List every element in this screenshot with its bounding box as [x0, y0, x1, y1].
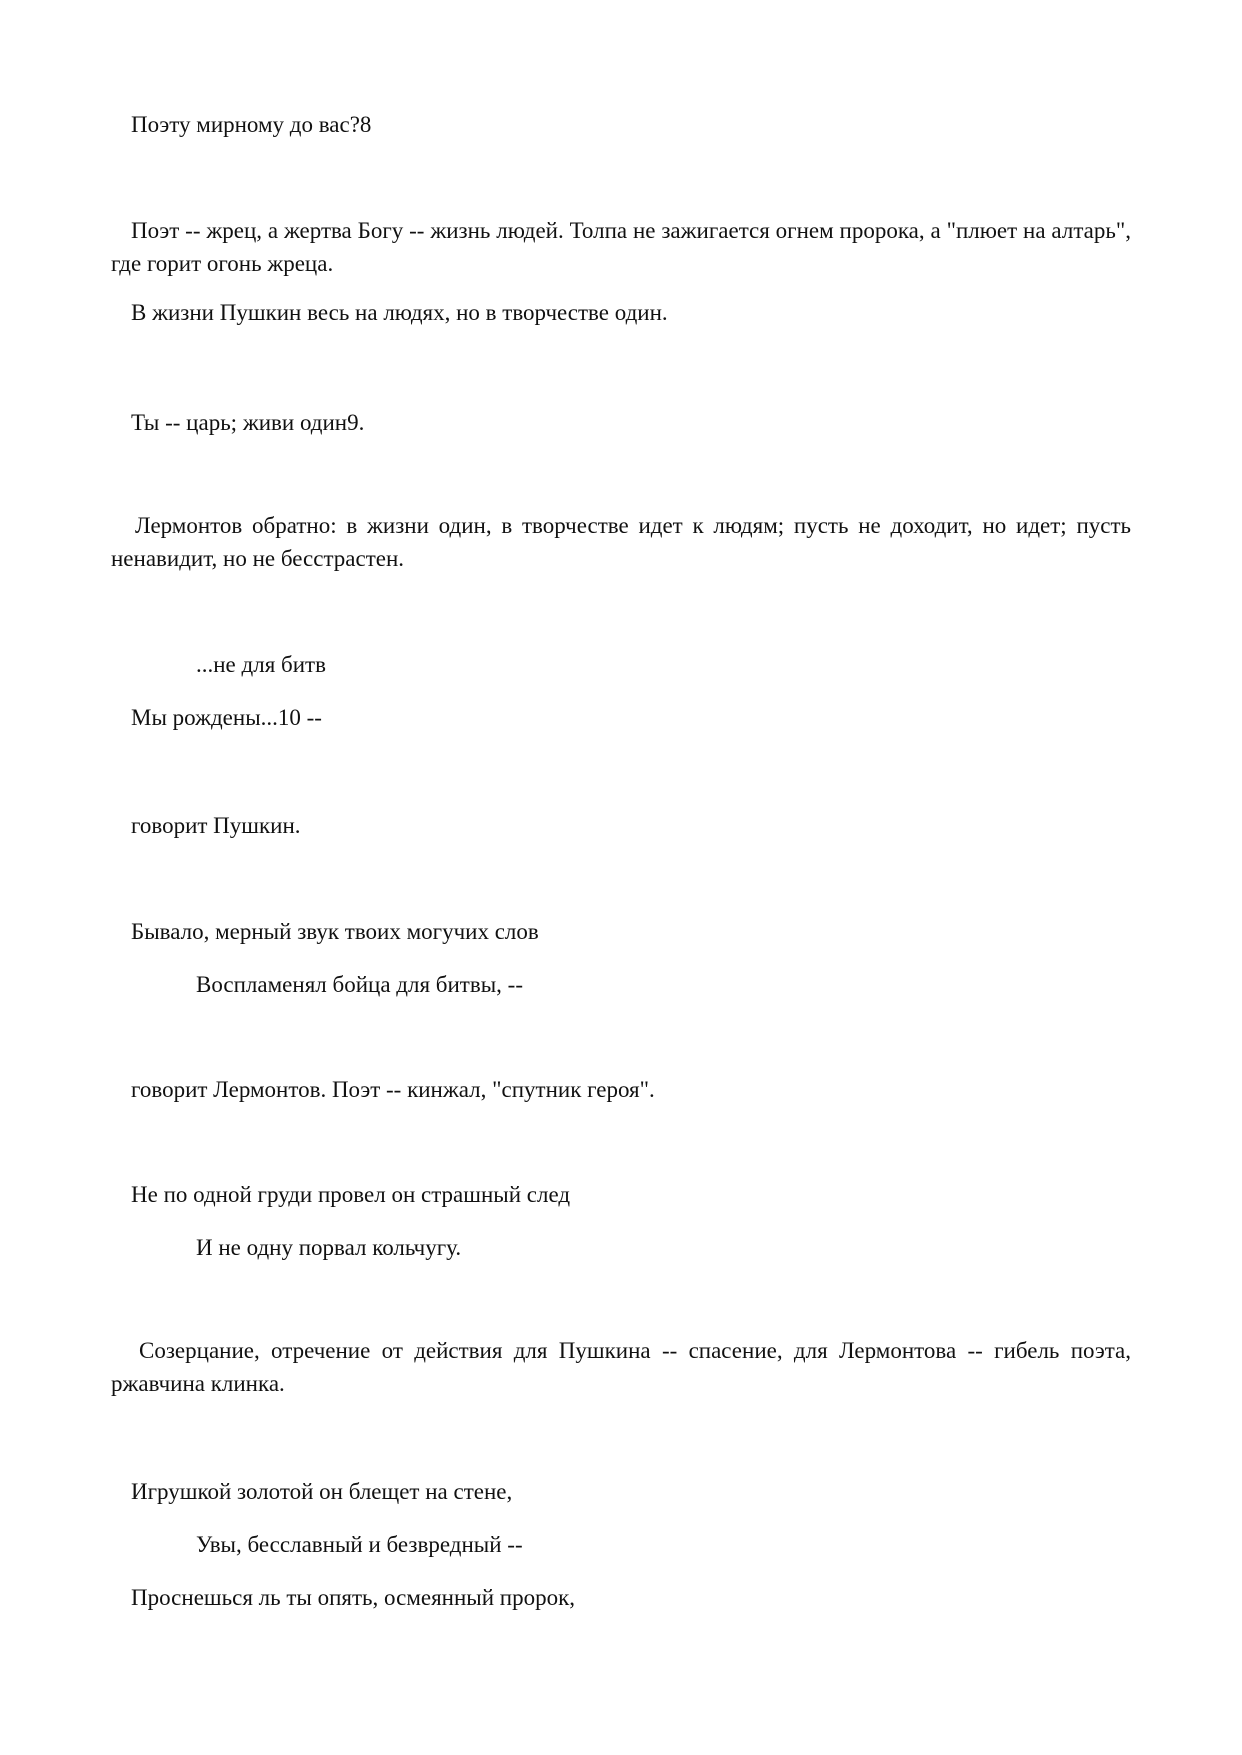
- paragraph: Поэт -- жрец, а жертва Богу -- жизнь людей. Толпа не зажигается огнем пророка, а "плюет на алтарь", где горит огонь жреца.: [111, 218, 1131, 276]
- verse-line: Воспламенял бойца для битвы, --: [196, 972, 523, 997]
- verse-line: Не по одной груди провел он страшный след: [131, 1182, 571, 1207]
- text-line: Поэту мирному до вас?8: [131, 112, 372, 137]
- verse-line: Игрушкой золотой он блещет на стене,: [131, 1479, 513, 1504]
- text-line: говорит Лермонтов. Поэт -- кинжал, "спутник героя".: [131, 1077, 655, 1102]
- text-line: В жизни Пушкин весь на людях, но в творчестве один.: [131, 300, 668, 325]
- verse-line: И не одну порвал кольчугу.: [196, 1235, 462, 1260]
- verse-line: ...не для битв: [196, 652, 326, 677]
- verse-line: Проснешься ль ты опять, осмеянный пророк,: [131, 1585, 576, 1610]
- paragraph: Созерцание, отречение от действия для Пушкина -- спасение, для Лермонтова -- гибель поэта, ржавчина клинка.: [111, 1338, 1131, 1396]
- text-line: Ты -- царь; живи один9.: [131, 410, 365, 435]
- verse-line: Увы, бесславный и безвредный --: [196, 1532, 523, 1557]
- paragraph: Лермонтов обратно: в жизни один, в творчестве идет к людям; пусть не доходит, но идет; пусть ненавидит, но не бесстрастен.: [111, 513, 1131, 571]
- verse-line: Мы рождены...10 --: [131, 705, 322, 730]
- verse-line: Бывало, мерный звук твоих могучих слов: [131, 919, 539, 944]
- text-line: говорит Пушкин.: [131, 813, 301, 838]
